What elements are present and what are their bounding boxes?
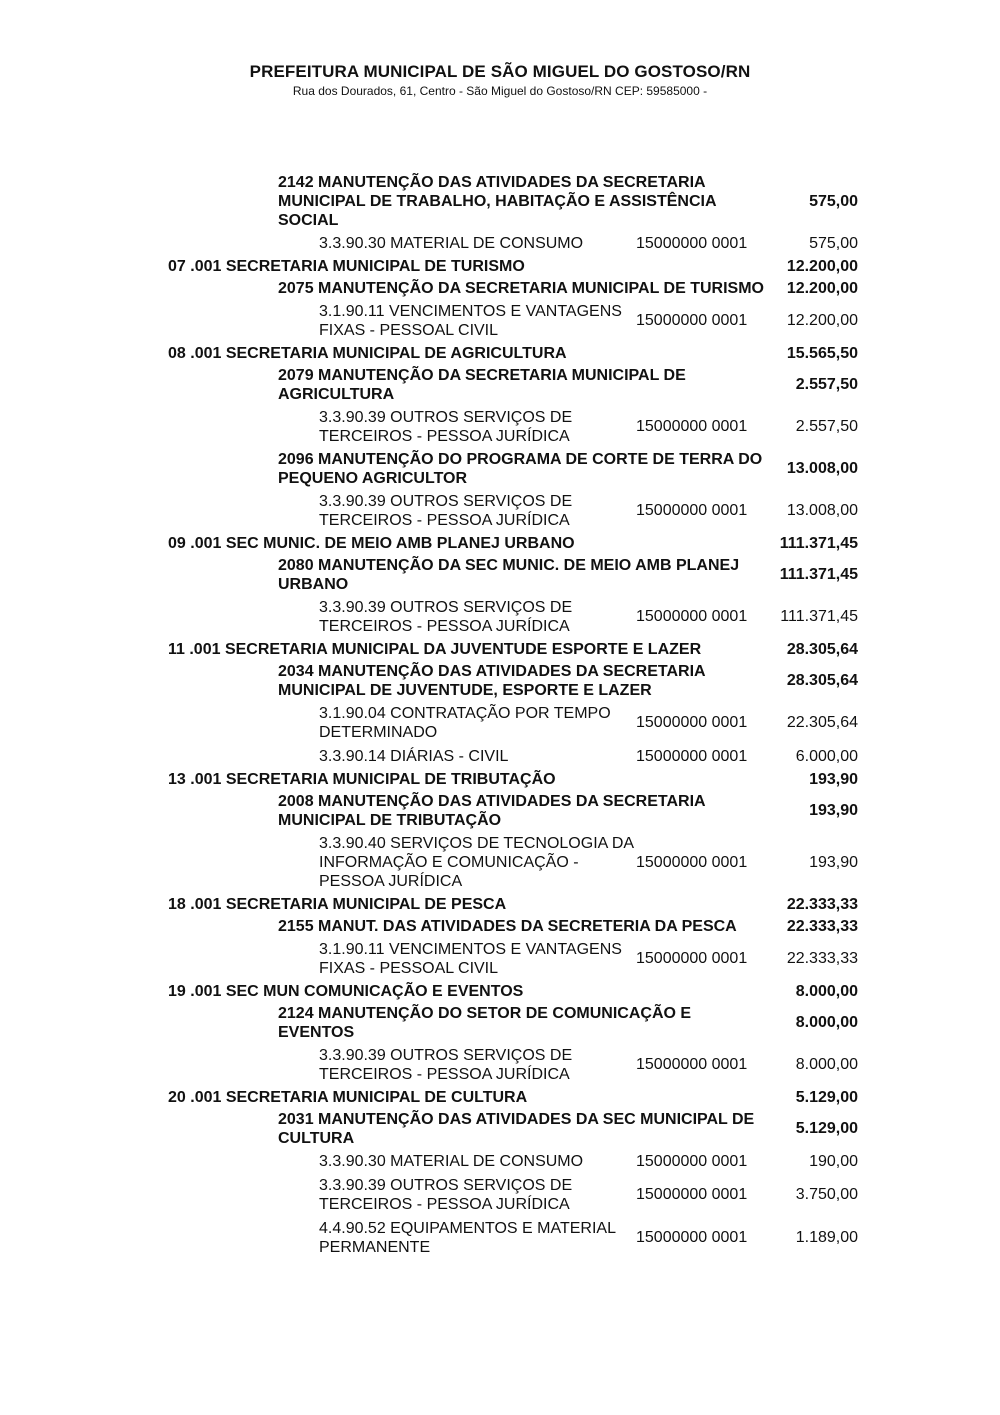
row-value: 13.008,00 [786, 460, 858, 477]
secretaria-row [168, 639, 858, 661]
row-value: 8.000,00 [795, 1056, 858, 1073]
row-value: 193,90 [809, 802, 858, 819]
row-description: 11 .001 SECRETARIA MUNICIPAL DA JUVENTUDE ESPORTE E LAZER [168, 641, 702, 658]
row-description: 19 .001 SEC MUN COMUNICAÇÃO E EVENTOS [168, 983, 524, 1000]
acao-row [168, 449, 858, 490]
row-value: 2.557,50 [795, 418, 858, 435]
row-description: 2031 MANUTENÇÃO DAS ATIVIDADES DA SEC MUNICIPAL DE CULTURA [278, 1111, 755, 1147]
row-description: 2080 MANUTENÇÃO DA SEC MUNIC. DE MEIO AMB PLANEJ URBANO [278, 557, 740, 593]
acao-row [168, 365, 858, 406]
row-value: 22.333,33 [786, 895, 858, 913]
secretaria-row [168, 1087, 858, 1109]
row-source-code: 15000000 0001 [636, 312, 748, 329]
expense-item-row [168, 1150, 858, 1174]
row-value: 111.371,45 [779, 534, 858, 552]
acao-row [168, 791, 858, 832]
row-description: 08 .001 SECRETARIA MUNICIPAL DE AGRICULTURA [168, 345, 567, 362]
row-value: 5.129,00 [795, 1088, 858, 1106]
acao-row [168, 172, 858, 232]
budget-table [168, 172, 858, 1260]
row-description: 09 .001 SEC MUNIC. DE MEIO AMB PLANEJ URBANO [168, 535, 575, 552]
secretaria-row [168, 769, 858, 791]
expense-item-row [168, 832, 858, 894]
expense-item-row [168, 938, 858, 981]
row-description: 3.3.90.39 OUTROS SERVIÇOS DE TERCEIROS - PESSOA JURÍDICA [319, 1047, 573, 1083]
page-address: Rua dos Dourados, 61, Centro - São Miguel do Gostoso/RN CEP: 59585000 - [292, 84, 708, 98]
row-value: 190,00 [809, 1152, 858, 1170]
row-description: 3.3.90.30 MATERIAL DE CONSUMO [319, 235, 584, 252]
row-source-code: 15000000 0001 [636, 1229, 748, 1246]
secretaria-row [168, 981, 858, 1003]
row-value: 193,90 [809, 770, 858, 788]
row-source-code: 15000000 0001 [636, 853, 748, 871]
row-value: 111.371,45 [780, 608, 858, 625]
expense-item-row [168, 232, 858, 256]
secretaria-row [168, 533, 858, 555]
expense-item-row [168, 1217, 858, 1260]
row-value: 2.557,50 [795, 376, 858, 393]
acao-row [168, 916, 858, 938]
row-value: 13.008,00 [786, 502, 858, 519]
row-description: 2142 MANUTENÇÃO DAS ATIVIDADES DA SECRETARIA MUNICIPAL DE TRABALHO, HABITAÇÃO E ASSISTÊNCIA SOCIAL [278, 174, 716, 229]
expense-item-row [168, 1044, 858, 1087]
row-value: 15.565,50 [786, 344, 858, 362]
row-source-code: 15000000 0001 [636, 502, 748, 519]
row-value: 22.305,64 [786, 714, 858, 731]
row-value: 12.200,00 [786, 312, 858, 329]
row-description: 3.3.90.30 MATERIAL DE CONSUMO [319, 1153, 584, 1170]
row-value: 3.750,00 [795, 1186, 858, 1203]
row-description: 07 .001 SECRETARIA MUNICIPAL DE TURISMO [168, 258, 525, 275]
acao-row [168, 661, 858, 702]
row-description: 3.3.90.39 OUTROS SERVIÇOS DE TERCEIROS - PESSOA JURÍDICA [319, 409, 573, 445]
row-description: 3.3.90.40 SERVIÇOS DE TECNOLOGIA DA INFORMAÇÃO E COMUNICAÇÃO - PESSOA JURÍDICA [319, 835, 634, 890]
expense-item-row [168, 490, 858, 533]
row-value: 1.189,00 [795, 1229, 858, 1246]
row-description: 2008 MANUTENÇÃO DAS ATIVIDADES DA SECRETARIA MUNICIPAL DE TRIBUTAÇÃO [278, 793, 706, 829]
page-title: PREFEITURA MUNICIPAL DE SÃO MIGUEL DO GOSTOSO/RN [249, 62, 751, 81]
row-description: 2124 MANUTENÇÃO DO SETOR DE COMUNICAÇÃO E EVENTOS [278, 1005, 692, 1041]
secretaria-row [168, 343, 858, 365]
row-description: 3.3.90.39 OUTROS SERVIÇOS DE TERCEIROS - PESSOA JURÍDICA [319, 1177, 573, 1213]
acao-row [168, 278, 858, 300]
row-value: 193,90 [809, 853, 858, 871]
row-description: 3.3.90.39 OUTROS SERVIÇOS DE TERCEIROS - PESSOA JURÍDICA [319, 493, 573, 529]
row-source-code: 15000000 0001 [636, 1186, 748, 1203]
row-source-code: 15000000 0001 [636, 950, 748, 967]
row-source-code: 15000000 0001 [636, 1056, 748, 1073]
expense-item-row [168, 596, 858, 639]
row-value: 8.000,00 [795, 982, 858, 1000]
row-value: 575,00 [809, 192, 858, 210]
secretaria-row [168, 256, 858, 278]
secretaria-row [168, 894, 858, 916]
row-description: 2075 MANUTENÇÃO DA SECRETARIA MUNICIPAL DE TURISMO [278, 280, 764, 297]
row-description: 2034 MANUTENÇÃO DAS ATIVIDADES DA SECRETARIA MUNICIPAL DE JUVENTUDE, ESPORTE E LAZER [278, 663, 706, 699]
row-description: 3.1.90.11 VENCIMENTOS E VANTAGENS FIXAS - PESSOAL CIVIL [319, 941, 622, 977]
row-source-code: 15000000 0001 [636, 747, 748, 765]
page-header [0, 62, 1000, 98]
row-source-code: 15000000 0001 [636, 1152, 748, 1170]
row-description: 13 .001 SECRETARIA MUNICIPAL DE TRIBUTAÇÃO [168, 771, 556, 788]
row-value: 12.200,00 [786, 279, 858, 297]
row-source-code: 15000000 0001 [636, 714, 748, 731]
row-value: 12.200,00 [786, 257, 858, 275]
row-value: 22.333,33 [786, 917, 858, 935]
expense-item-row [168, 1174, 858, 1217]
expense-item-row [168, 745, 858, 769]
row-value: 6.000,00 [795, 747, 858, 765]
row-source-code: 15000000 0001 [636, 608, 748, 625]
row-source-code: 15000000 0001 [636, 418, 748, 435]
acao-row [168, 1109, 858, 1150]
row-description: 3.3.90.14 DIÁRIAS - CIVIL [319, 748, 509, 765]
acao-row [168, 555, 858, 596]
row-value: 28.305,64 [786, 640, 858, 658]
row-description: 2079 MANUTENÇÃO DA SECRETARIA MUNICIPAL DE AGRICULTURA [278, 367, 686, 403]
row-value: 22.333,33 [786, 950, 858, 967]
row-description: 2155 MANUT. DAS ATIVIDADES DA SECRETERIA DA PESCA [278, 918, 737, 935]
row-description: 3.1.90.04 CONTRATAÇÃO POR TEMPO DETERMINADO [319, 705, 611, 741]
row-description: 20 .001 SECRETARIA MUNICIPAL DE CULTURA [168, 1089, 528, 1106]
row-value: 575,00 [809, 234, 858, 252]
expense-item-row [168, 702, 858, 745]
row-source-code: 15000000 0001 [636, 234, 748, 252]
row-description: 3.1.90.11 VENCIMENTOS E VANTAGENS FIXAS - PESSOAL CIVIL [319, 303, 622, 339]
expense-item-row [168, 300, 858, 343]
row-description: 18 .001 SECRETARIA MUNICIPAL DE PESCA [168, 896, 507, 913]
row-value: 28.305,64 [786, 672, 858, 689]
row-value: 111.371,45 [779, 566, 858, 583]
row-value: 5.129,00 [795, 1120, 858, 1137]
row-description: 4.4.90.52 EQUIPAMENTOS E MATERIAL PERMANENTE [319, 1220, 616, 1256]
row-description: 2096 MANUTENÇÃO DO PROGRAMA DE CORTE DE TERRA DO PEQUENO AGRICULTOR [278, 451, 763, 487]
acao-row [168, 1003, 858, 1044]
row-description: 3.3.90.39 OUTROS SERVIÇOS DE TERCEIROS - PESSOA JURÍDICA [319, 599, 573, 635]
expense-item-row [168, 406, 858, 449]
row-value: 8.000,00 [795, 1014, 858, 1031]
